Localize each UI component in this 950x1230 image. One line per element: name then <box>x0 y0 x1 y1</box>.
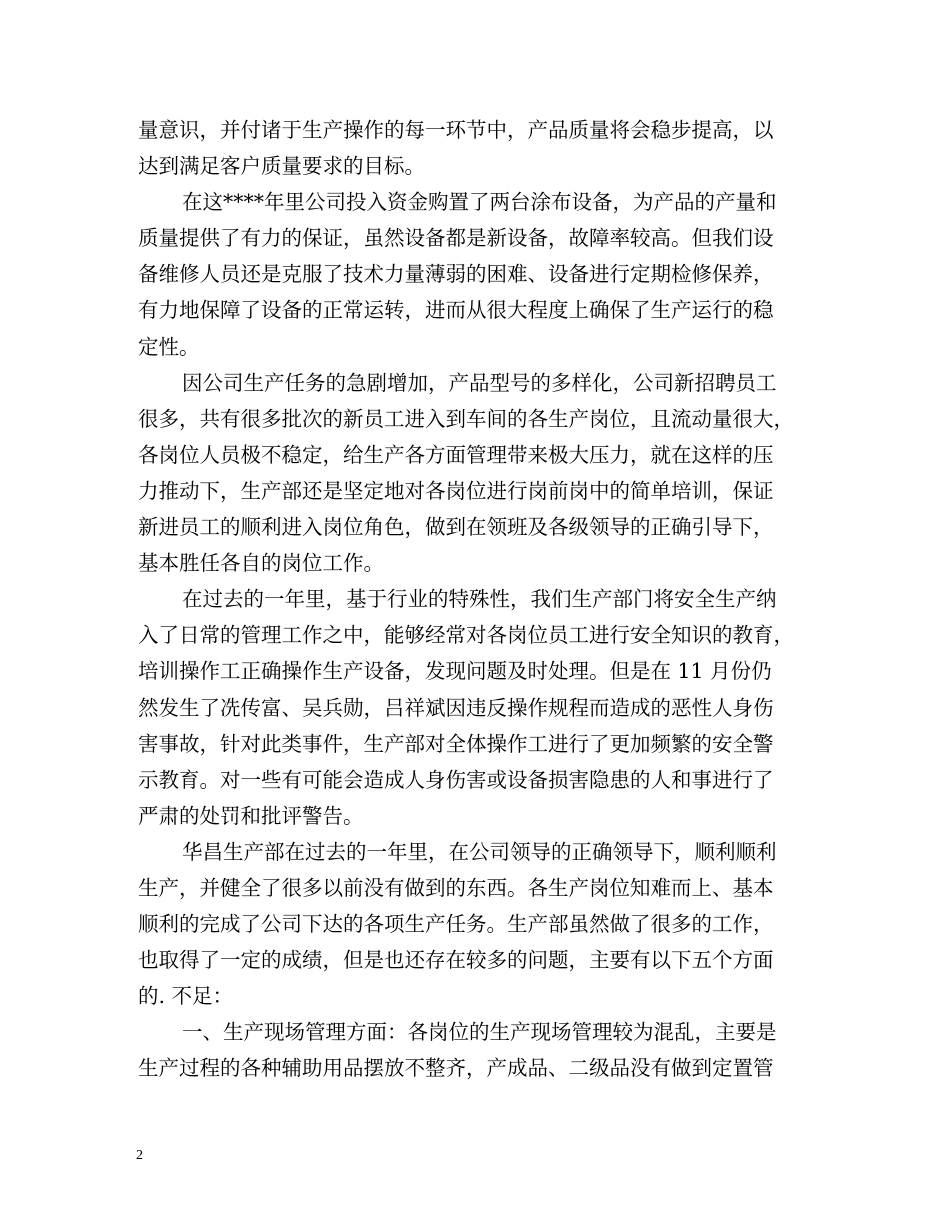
text-line: 然发生了冼传富、吴兵勋，吕祥斌因违反操作规程而造成的恶性人身伤 <box>138 695 774 720</box>
text-line: 很多，共有很多批次的新员工进入到车间的各生产岗位，且流动量很大， <box>138 406 794 431</box>
text-line: 备维修人员还是克服了技术力量薄弱的困难、设备进行定期检修保养， <box>138 262 774 287</box>
text-line: 害事故，针对此类事件，生产部对全体操作工进行了更加频繁的安全警 <box>138 731 774 756</box>
text-line: 在过去的一年里，基于行业的特殊性，我们生产部门将安全生产纳 <box>182 587 777 612</box>
text-line: 质量提供了有力的保证，虽然设备都是新设备，故障率较高。但我们设 <box>138 226 774 251</box>
body-text <box>138 112 818 1087</box>
text-line: 定性。 <box>138 334 200 359</box>
text-line: 量意识，并付诸于生产操作的每一环节中，产品质量将会稳步提高，以 <box>138 118 774 142</box>
text-line: 力推动下，生产部还是坚定地对各岗位进行岗前岗中的简单培训，保证 <box>138 478 774 503</box>
text-line: 生产，并健全了很多以前没有做到的东西。各生产岗位知难而上、基本 <box>138 875 774 900</box>
text-line: 顺利的完成了公司下达的各项生产任务。生产部虽然做了很多的工作， <box>138 912 774 937</box>
text-line: 的. 不足： <box>138 984 234 1009</box>
page-number: 2 <box>136 1148 143 1163</box>
text-line: 各岗位人员极不稳定，给生产各方面管理带来极大压力，就在这样的压 <box>138 442 774 467</box>
text-line: 华昌生产部在过去的一年里，在公司领导的正确领导下，顺利顺利 <box>182 839 777 864</box>
text-line: 因公司生产任务的急剧增加，产品型号的多样化，公司新招聘员工 <box>182 370 777 395</box>
text-line: 生产过程的各种辅助用品摆放不整齐，产成品、二级品没有做到定置管 <box>138 1056 774 1081</box>
text-line: 新进员工的顺利进入岗位角色，做到在领班及各级领导的正确引导下， <box>138 515 774 540</box>
text-line: 示教育。对一些有可能会造成人身伤害或设备损害隐患的人和事进行了 <box>138 767 774 792</box>
text-line: 也取得了一定的成绩，但是也还存在较多的问题，主要有以下五个方面 <box>138 948 774 973</box>
text-line: 入了日常的管理工作之中，能够经常对各岗位员工进行安全知识的教育， <box>138 623 794 648</box>
text-line: 有力地保障了设备的正常运转，进而从很大程度上确保了生产运行的稳 <box>138 298 774 323</box>
text-line: 一、生产现场管理方面：各岗位的生产现场管理较为混乱，主要是 <box>182 1020 777 1045</box>
text-line: 基本胜任各自的岗位工作。 <box>138 551 384 576</box>
text-line: 达到满足客户质量要求的目标。 <box>138 154 425 179</box>
text-line: 培训操作工正确操作生产设备，发现问题及时处理。但是在 11 月份仍 <box>138 659 772 684</box>
text-line: 在这****年里公司投入资金购置了两台涂布设备，为产品的产量和 <box>182 190 777 215</box>
text-line: 严肃的处罚和批评警告。 <box>138 803 364 828</box>
